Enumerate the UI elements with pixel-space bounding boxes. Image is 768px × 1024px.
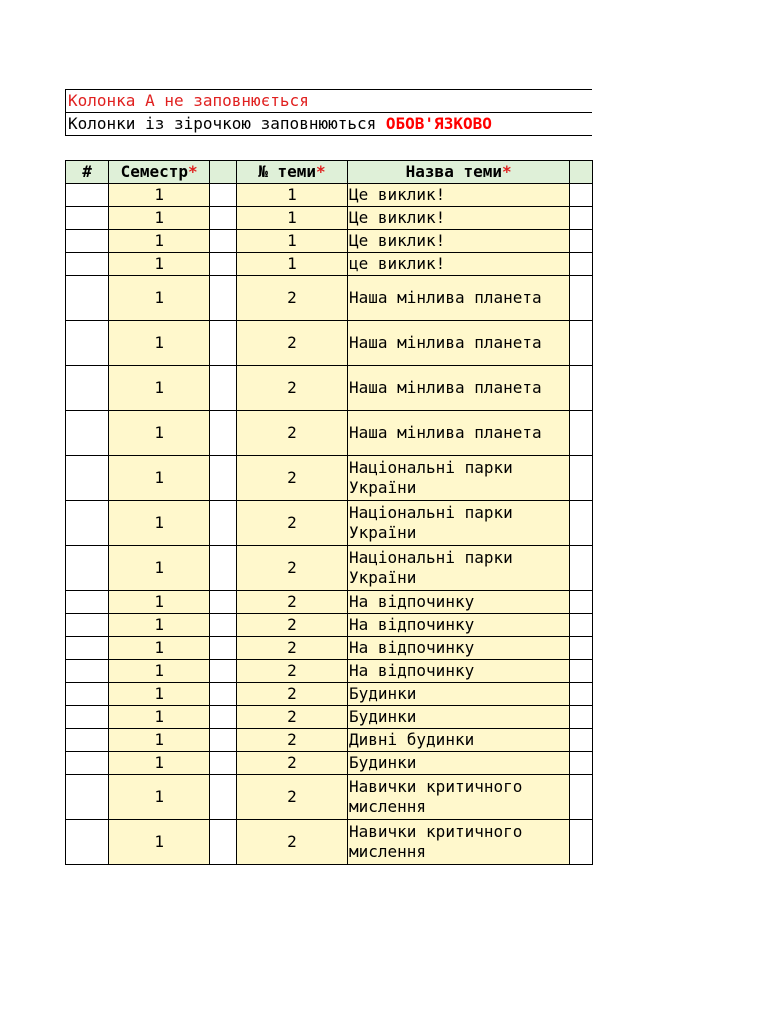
table-row bbox=[66, 683, 593, 706]
instructions-box bbox=[65, 89, 592, 136]
end-cell[interactable] bbox=[570, 411, 593, 456]
row-number-cell[interactable] bbox=[66, 820, 109, 865]
topic-name-cell[interactable]: На відпочинку bbox=[347, 614, 569, 637]
topic-name-cell[interactable]: Це виклик! bbox=[347, 184, 569, 207]
blank-cell[interactable] bbox=[210, 321, 237, 366]
semester-cell[interactable]: 1 bbox=[109, 276, 210, 321]
table-row bbox=[66, 706, 593, 729]
semester-cell[interactable]: 1 bbox=[109, 501, 210, 546]
blank-cell[interactable] bbox=[210, 184, 237, 207]
topic-name-cell[interactable]: Національні парки України bbox=[347, 501, 569, 546]
topic-number-cell[interactable]: 2 bbox=[236, 501, 347, 546]
table-row bbox=[66, 411, 593, 456]
required-star: * bbox=[188, 162, 198, 181]
topic-number-cell[interactable]: 2 bbox=[236, 706, 347, 729]
semester-cell[interactable]: 1 bbox=[109, 411, 210, 456]
row-number-cell[interactable] bbox=[66, 501, 109, 546]
end-cell[interactable] bbox=[570, 614, 593, 637]
end-cell[interactable] bbox=[570, 321, 593, 366]
end-cell[interactable] bbox=[570, 456, 593, 501]
header-topic-number[interactable] bbox=[236, 161, 347, 184]
topic-number-cell[interactable]: 2 bbox=[236, 276, 347, 321]
topic-name-cell[interactable]: Будинки bbox=[347, 752, 569, 775]
semester-cell[interactable]: 1 bbox=[109, 591, 210, 614]
semester-cell[interactable]: 1 bbox=[109, 207, 210, 230]
blank-cell[interactable] bbox=[210, 207, 237, 230]
row-number-cell[interactable] bbox=[66, 775, 109, 820]
blank-cell[interactable] bbox=[210, 706, 237, 729]
blank-cell[interactable] bbox=[210, 411, 237, 456]
table-row bbox=[66, 456, 593, 501]
topic-name-cell[interactable]: На відпочинку bbox=[347, 591, 569, 614]
table-row bbox=[66, 729, 593, 752]
topic-name-cell[interactable]: Дивні будинки bbox=[347, 729, 569, 752]
table-row bbox=[66, 614, 593, 637]
blank-cell[interactable] bbox=[210, 591, 237, 614]
end-cell[interactable] bbox=[570, 546, 593, 591]
semester-cell[interactable]: 1 bbox=[109, 366, 210, 411]
semester-cell[interactable]: 1 bbox=[109, 614, 210, 637]
topic-number-cell[interactable]: 2 bbox=[236, 321, 347, 366]
table-row bbox=[66, 366, 593, 411]
row-number-cell[interactable] bbox=[66, 207, 109, 230]
row-number-cell[interactable] bbox=[66, 321, 109, 366]
semester-cell[interactable]: 1 bbox=[109, 683, 210, 706]
table-row bbox=[66, 546, 593, 591]
end-cell[interactable] bbox=[570, 637, 593, 660]
header-topic-name[interactable] bbox=[347, 161, 569, 184]
table-row bbox=[66, 775, 593, 820]
semester-cell[interactable]: 1 bbox=[109, 253, 210, 276]
row-number-cell[interactable] bbox=[66, 706, 109, 729]
row-number-cell[interactable] bbox=[66, 276, 109, 321]
end-cell[interactable] bbox=[570, 230, 593, 253]
table-row bbox=[66, 321, 593, 366]
row-number-cell[interactable] bbox=[66, 546, 109, 591]
topic-name-cell[interactable]: Національні парки України bbox=[347, 546, 569, 591]
end-cell[interactable] bbox=[570, 253, 593, 276]
end-cell[interactable] bbox=[570, 184, 593, 207]
required-columns-note bbox=[66, 113, 593, 136]
blank-cell[interactable] bbox=[210, 546, 237, 591]
topic-name-cell[interactable]: Наша мінлива планета bbox=[347, 321, 569, 366]
topics-table bbox=[65, 160, 593, 865]
topic-number-cell[interactable]: 2 bbox=[236, 637, 347, 660]
row-number-cell[interactable] bbox=[66, 683, 109, 706]
row-number-cell[interactable] bbox=[66, 184, 109, 207]
end-cell[interactable] bbox=[570, 276, 593, 321]
topic-number-cell[interactable]: 1 bbox=[236, 230, 347, 253]
required-star: * bbox=[501, 162, 512, 181]
table-header-row bbox=[66, 161, 593, 184]
row-number-cell[interactable] bbox=[66, 230, 109, 253]
semester-cell[interactable]: 1 bbox=[109, 775, 210, 820]
end-cell[interactable] bbox=[570, 366, 593, 411]
row-number-cell[interactable] bbox=[66, 366, 109, 411]
semester-cell[interactable]: 1 bbox=[109, 752, 210, 775]
blank-cell[interactable] bbox=[210, 660, 237, 683]
topic-number-cell[interactable]: 2 bbox=[236, 591, 347, 614]
required-columns-text: Колонки із зірочкою заповнюються bbox=[68, 114, 377, 133]
topic-name-cell[interactable]: Це виклик! bbox=[347, 230, 569, 253]
table-row bbox=[66, 184, 593, 207]
semester-cell[interactable]: 1 bbox=[109, 729, 210, 752]
header-semester-label: Семестр bbox=[120, 162, 189, 181]
header-num[interactable]: # bbox=[66, 161, 109, 184]
table-row bbox=[66, 752, 593, 775]
row-number-cell[interactable] bbox=[66, 637, 109, 660]
topic-name-cell[interactable]: це виклик! bbox=[347, 253, 569, 276]
topic-number-cell[interactable]: 1 bbox=[236, 253, 347, 276]
blank-cell[interactable] bbox=[210, 820, 237, 865]
semester-cell[interactable]: 1 bbox=[109, 820, 210, 865]
end-cell[interactable] bbox=[570, 775, 593, 820]
topic-name-cell[interactable]: Це виклик! bbox=[347, 207, 569, 230]
header-end[interactable] bbox=[570, 161, 593, 184]
topic-name-cell[interactable]: Навички критичного мислення bbox=[347, 775, 569, 820]
row-number-cell[interactable] bbox=[66, 752, 109, 775]
topic-number-cell[interactable]: 2 bbox=[236, 752, 347, 775]
topic-number-cell[interactable]: 2 bbox=[236, 411, 347, 456]
topic-number-cell[interactable]: 2 bbox=[236, 729, 347, 752]
blank-cell[interactable] bbox=[210, 729, 237, 752]
topic-name-cell[interactable]: На відпочинку bbox=[347, 660, 569, 683]
topic-name-cell[interactable]: На відпочинку bbox=[347, 637, 569, 660]
topic-number-cell[interactable]: 2 bbox=[236, 820, 347, 865]
semester-cell[interactable]: 1 bbox=[109, 184, 210, 207]
table-row bbox=[66, 230, 593, 253]
topic-name-cell[interactable]: Будинки bbox=[347, 683, 569, 706]
topic-number-cell[interactable]: 2 bbox=[236, 683, 347, 706]
row-number-cell[interactable] bbox=[66, 411, 109, 456]
instruction-row bbox=[66, 113, 593, 136]
row-number-cell[interactable] bbox=[66, 591, 109, 614]
topic-name-cell[interactable]: Будинки bbox=[347, 706, 569, 729]
column-a-note: Колонка А не заповнюється bbox=[66, 90, 593, 113]
table-row bbox=[66, 637, 593, 660]
end-cell[interactable] bbox=[570, 683, 593, 706]
instruction-row bbox=[66, 90, 593, 113]
semester-cell[interactable]: 1 bbox=[109, 660, 210, 683]
topic-number-cell[interactable]: 2 bbox=[236, 366, 347, 411]
table-row bbox=[66, 501, 593, 546]
blank-cell[interactable] bbox=[210, 501, 237, 546]
blank-cell[interactable] bbox=[210, 637, 237, 660]
table-row bbox=[66, 276, 593, 321]
table-row bbox=[66, 820, 593, 865]
topic-name-cell[interactable]: Національні парки України bbox=[347, 456, 569, 501]
header-topic-number-label: № теми bbox=[258, 162, 316, 181]
semester-cell[interactable]: 1 bbox=[109, 546, 210, 591]
semester-cell[interactable]: 1 bbox=[109, 456, 210, 501]
end-cell[interactable] bbox=[570, 820, 593, 865]
header-semester[interactable] bbox=[109, 161, 210, 184]
row-number-cell[interactable] bbox=[66, 614, 109, 637]
blank-cell[interactable] bbox=[210, 253, 237, 276]
end-cell[interactable] bbox=[570, 706, 593, 729]
table-row bbox=[66, 253, 593, 276]
end-cell[interactable] bbox=[570, 752, 593, 775]
blank-cell[interactable] bbox=[210, 614, 237, 637]
topic-name-cell[interactable]: Наша мінлива планета bbox=[347, 276, 569, 321]
row-number-cell[interactable] bbox=[66, 456, 109, 501]
end-cell[interactable] bbox=[570, 729, 593, 752]
table-row bbox=[66, 591, 593, 614]
blank-cell[interactable] bbox=[210, 276, 237, 321]
end-cell[interactable] bbox=[570, 501, 593, 546]
blank-cell[interactable] bbox=[210, 230, 237, 253]
topic-name-cell[interactable]: Наша мінлива планета bbox=[347, 411, 569, 456]
required-star: * bbox=[315, 162, 326, 181]
topic-number-cell[interactable]: 1 bbox=[236, 184, 347, 207]
topic-number-cell[interactable]: 2 bbox=[236, 546, 347, 591]
end-cell[interactable] bbox=[570, 660, 593, 683]
table-row bbox=[66, 207, 593, 230]
header-topic-name-label: Назва теми bbox=[405, 162, 502, 181]
blank-cell[interactable] bbox=[210, 775, 237, 820]
topic-name-cell[interactable]: Наша мінлива планета bbox=[347, 366, 569, 411]
header-blank[interactable] bbox=[210, 161, 237, 184]
topic-number-cell[interactable]: 2 bbox=[236, 660, 347, 683]
blank-cell[interactable] bbox=[210, 456, 237, 501]
topic-number-cell[interactable]: 1 bbox=[236, 207, 347, 230]
topic-number-cell[interactable]: 2 bbox=[236, 614, 347, 637]
topic-number-cell[interactable]: 2 bbox=[236, 775, 347, 820]
blank-cell[interactable] bbox=[210, 366, 237, 411]
row-number-cell[interactable] bbox=[66, 253, 109, 276]
end-cell[interactable] bbox=[570, 591, 593, 614]
semester-cell[interactable]: 1 bbox=[109, 230, 210, 253]
table-body bbox=[66, 184, 593, 865]
semester-cell[interactable]: 1 bbox=[109, 321, 210, 366]
row-number-cell[interactable] bbox=[66, 729, 109, 752]
table-row bbox=[66, 660, 593, 683]
topic-name-cell[interactable]: Навички критичного мислення bbox=[347, 820, 569, 865]
topic-number-cell[interactable]: 2 bbox=[236, 456, 347, 501]
end-cell[interactable] bbox=[570, 207, 593, 230]
blank-cell[interactable] bbox=[210, 752, 237, 775]
row-number-cell[interactable] bbox=[66, 660, 109, 683]
semester-cell[interactable]: 1 bbox=[109, 706, 210, 729]
blank-cell[interactable] bbox=[210, 683, 237, 706]
semester-cell[interactable]: 1 bbox=[109, 637, 210, 660]
required-emphasis: ОБОВ'ЯЗКОВО bbox=[385, 114, 492, 133]
